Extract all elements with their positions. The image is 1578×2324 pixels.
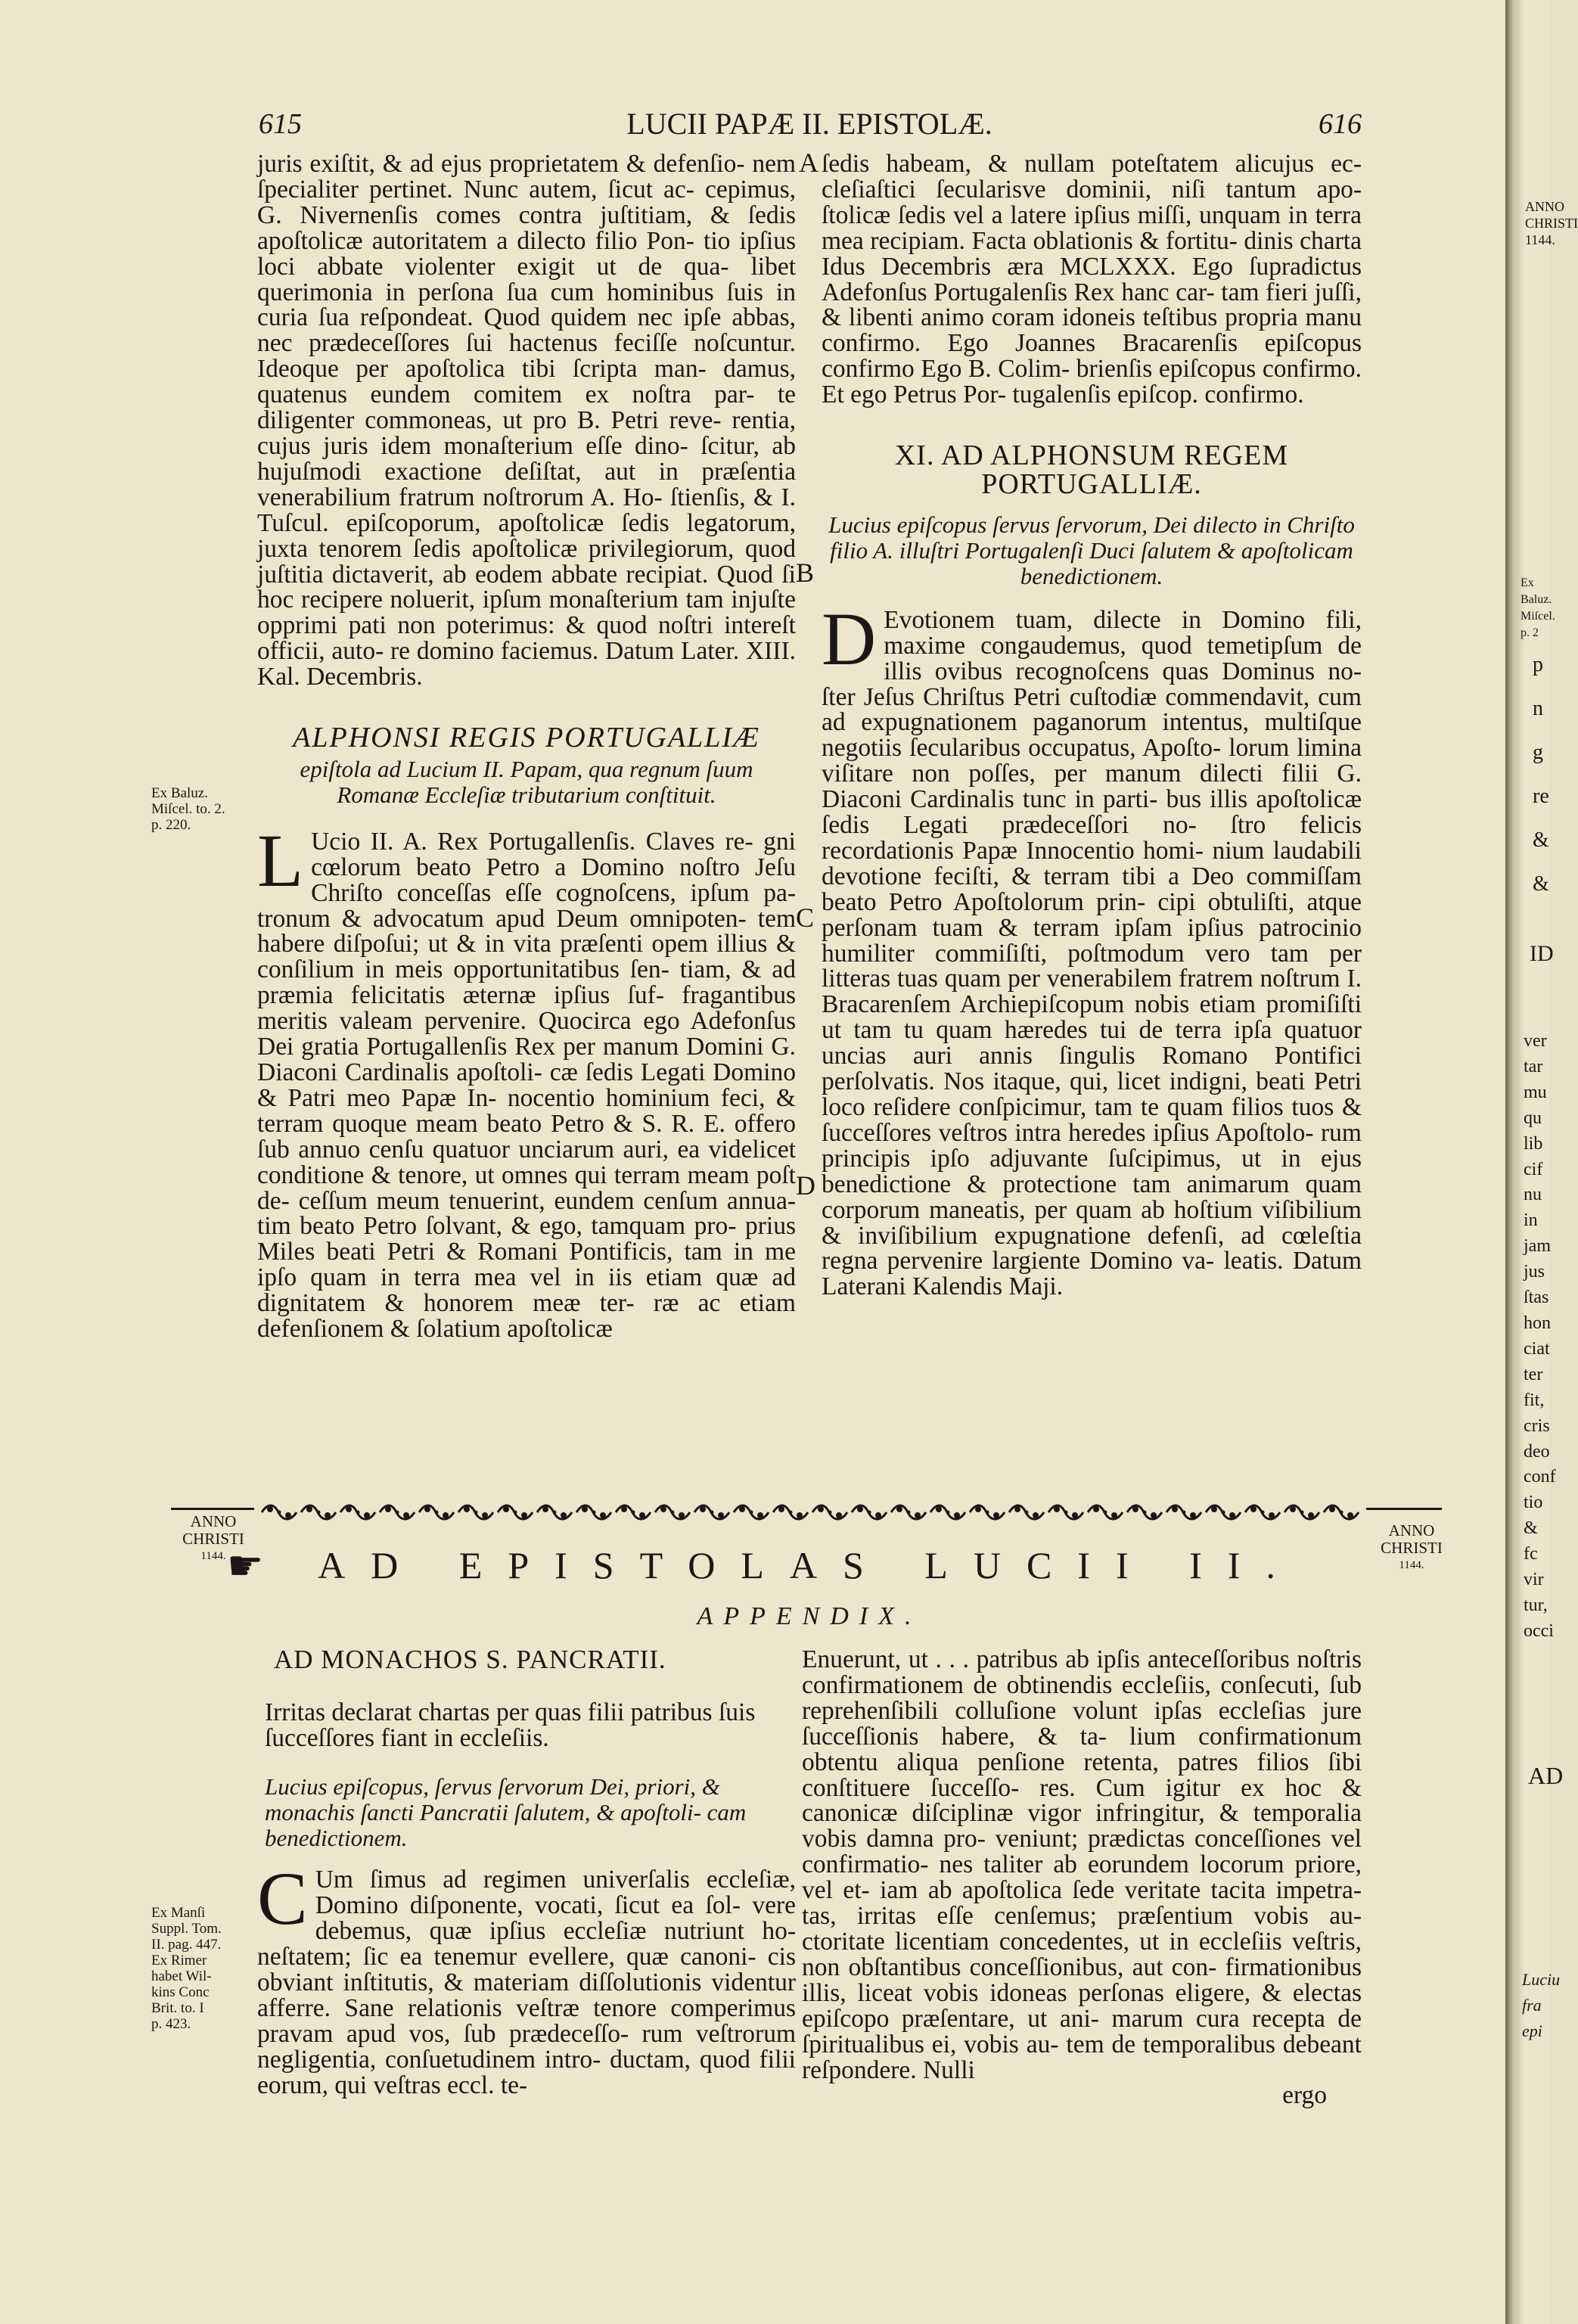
margin-note-mansi: Ex Manſi Suppl. Tom. II. pag. 447. Ex Rimer habet Wil- kins Conc Brit. to. I p. 423. (151, 1905, 222, 2032)
alphonsi-letter (257, 818, 796, 1344)
section-marker-d: D (796, 1170, 815, 1201)
section-heading: AD EPISTOLAS LUCII II. (318, 1544, 1301, 1586)
rule-left (171, 1508, 254, 1510)
letter-xi-heading-line1: XI. AD ALPHONSUM REGEM (894, 440, 1289, 472)
monachos-letter-text: Um ſimus ad regimen univerſalis eccleſiæ, Domino diſponente, vocati, ſicut ea ſol- vere debemus, quæ ipſius eccleſiæ nutriunt ho- neſtatem; ſic ea tenemur evellere, quæ canoni- cis obviant inſtitutis, & materiam diſſolutionis videntur afferre. Sane relationis veſtræ tenore comperimus pravam apud vos, ſub prædeceſſo- rum veſtrorum negligentia, conſuetudinem intro- ductam, quod filii eorum, qui veſtras eccl. te- (257, 1866, 796, 2099)
monachos-salutation: Lucius epiſcopus, ſervus ſervorum Dei, priori, & monachis ſancti Pancratii ſalutem, & apoſtoli- cam benedictionem. (265, 1773, 747, 1851)
anno-right: ANNO CHRISTI 1144. (1381, 1521, 1443, 1571)
alphonsi-subheading: epiſtola ad Lucium II. Papam, qua regnum ſuum Romanæ Eccleſiæ tributarium conſtituit. (300, 756, 753, 808)
left-column-upper (257, 151, 796, 1342)
dropcap-d: D (822, 596, 877, 681)
right-page-number: 616 (1319, 108, 1362, 140)
letter-xi-heading-line2: PORTUGALLIÆ. (981, 468, 1202, 501)
right-column-text: ſedis habeam, & nullam poteſtatem alicujus ec- cleſiaſtici ſecularisve dominii, niſi tantum apo- ſtolicæ ſedis vel a latere ipſius miſſi, unquam in terra mea recipiam. Facta oblationis & fortitu- dinis charta Idus Decembris æra MCLXXX. Ego ſupradictus Adefonſus Portugalenſis Rex hanc car- tam fieri juſſi, & libenti animo coram idoneis teſtibus propria manu confirmo. Ego Joannes Bracarenſis epiſcopus confirmo Ego B. Colim- brienſis epiſcopus confirmo. Et ego Petrus Por- tugalenſis epiſcop. confirmo. (822, 150, 1362, 409)
section-marker-b: B (796, 558, 815, 588)
appendix-left-column (257, 1647, 796, 2099)
letter-xi (822, 596, 1362, 1301)
appendix-heading: APPENDIX. (697, 1602, 922, 1630)
appendix-right-text: Enuerunt, ut . . . patribus ab ipſis anteceſſoribus noſtris confirmationem de obtinendis eccleſiis, conſecuti, ſub reprehenſibili colluſione volunt ipſas eccleſias jure ſucceſſionis habere, & ta- lium confirmationum obtentu aliqua penſione retenta, patres filios ſibi conſtituere ſucceſſo- res. Cum igitur ex hoc & canonicæ diſciplinæ vigor infringitur, & temporalia vobis damna pro- veniunt; prædictas conceſſiones vel confirmatio- nes taliter ab eorundem locorum priore, vel et- iam ab apoſtolica ſede veritate tacita impetra- tas, irritas eſſe cenſemus; præſentium vobis au- ctoritate licentiam concedentes, ut in eccleſiis veſtris, non obſtantibus conceſſionibus, aut con- firmationibus illis, liceat vobis idoneas perſonas eligere, & electas epiſcopo præſentare, ut ani- marum cura recepta de ſpiritualibus ei, vobis au- tem de temporalibus debeant reſpondere. Nulli (802, 1645, 1362, 2084)
neighbor-bottom: Luciu fra epi (1522, 1970, 1561, 2040)
catchword: ergo (1282, 2081, 1327, 2110)
monachos-summary: Irritas declarat chartas per quas filii patribus ſuis ſucceſſores fiant in eccleſiis. (265, 1698, 756, 1752)
alphonsi-heading: ALPHONSI REGIS PORTUGALLIÆ (293, 722, 760, 754)
neighbor-anno: ANNO CHRISTI 1144. (1525, 199, 1578, 247)
appendix-right-column (802, 1647, 1362, 2108)
neighbor-id: ID (1530, 941, 1554, 966)
neighbor-margin-note: Ex Baluz. Miſcel. p. 2 (1521, 576, 1555, 639)
monachos-letter (257, 1856, 796, 2099)
neighbor-ad: AD (1528, 1762, 1564, 1789)
book-gutter (1505, 0, 1578, 2324)
hand-pointer-icon: ☛ (227, 1543, 264, 1589)
right-column-upper (822, 151, 1362, 1300)
left-column-text: juris exiſtit, & ad ejus proprietatem & defenſio- nem ſpecialiter pertinet. Nunc autem, ſicut ac- cepimus, G. Nivernenſis comes contra juſtitiam, & ſedis apoſtolicæ autoritatem a dilecto filio Pon- tio ipſius loci abbate violenter exigit ut de qua- libet querimonia in perſona ſua cum hominibus ſuis in curia ſua reſpondeat. Quod quidem nec ipſe abbas, nec prædeceſſores ſui hactenus feciſſe noſcuntur. Ideoque per apoſtolica tibi ſcripta man- damus, quatenus eundem comitem ex noſtra par- te diligenter commoneas, ut pro B. Petri reve- rentia, cujus juris idem monaſterium eſſe dino- ſcitur, ab hujuſmodi exactione deſiſtat, aut in præſentia venerabilium fratrum noſtrorum A. Ho- ſtienſis, & I. Tuſcul. epiſcoporum, apoſtolicæ ſedis legatorum, juxta tenorem ſedis apoſtolicæ privilegiorum, quod juſtitia dictaverit, ab eodem abbate recipiat. Quod ſi hoc recipere noluerit, ipſum monaſterium tam injuſte opprimi pati non poterimus: & quod noſtri intereſt officii, auto- re domino faciemus. Datum Later. XIII. Kal. Decembris. (257, 150, 796, 691)
left-page-number: 615 (259, 108, 302, 140)
alphonsi-letter-text: Ucio II. A. Rex Portugallenſis. Claves re- gni cœlorum beato Petro a Domino noſtro Jeſu Chriſto conceſſas eſſe cognoſcens, ipſum pa- tronum & advocatum apud Deum omnipoten- tem habere diſpoſui; ut & in vita præſenti opem illius & conſilium in meis opportunitatibus ſen- tiam, & ad præmia felicitatis æternæ ipſius ſuf- fragantibus meritis valeam pervenire. Quocirca ego Adefonſus Dei gratia Portugallenſis Rex per manum Domini G. Diaconi Cardinalis apoſtoli- cæ ſedis Legati Domino & Patri meo Papæ In- nocentio hominium feci, & terram quoque meam beato Petro & S. R. E. offero ſub annuo cenſu quatuor unciarum auri, ea videlicet conditione & tenore, ut omnes qui terram meam poſt de- ceſſum meum tenuerint, eundem cenſum annua- tim beato Petro ſolvant, & ego, tamquam pro- prius Miles beati Petri & Romani Pontificis, tam in me ipſo quam in terra mea vel in iis etiam quæ ad dignitatem & honorem meæ ter- ræ ac etiam defenſionem & ſolatium apoſtolicæ (257, 827, 796, 1344)
rule-right (1366, 1508, 1442, 1510)
dropcap-c: C (257, 1856, 308, 1941)
monachos-heading: AD MONACHOS S. PANCRATII. (274, 1645, 666, 1674)
section-marker-a: A (799, 148, 819, 178)
neighbor-words: ver tar mu qu lib cif nu in jam jus ſtas hon ciat ter fit, cris deo conf tio & fc vir tur, occi (1524, 1031, 1556, 1641)
dropcap-l: L (257, 818, 304, 903)
margin-note-baluze: Ex Baluz. Miſcel. to. 2. p. 220. (151, 785, 225, 833)
running-title: LUCII PAPÆ II. EPISTOLÆ. (626, 107, 992, 141)
anno-left: ANNO CHRISTI 1144. (182, 1512, 244, 1562)
ornament-band (260, 1502, 1362, 1523)
neighbor-letters: p n g re & & (1533, 653, 1549, 896)
letter-xi-salutation: Lucius epiſcopus ſervus ſervorum, Dei dilecto in Chriſto filio A. illuſtri Portugalenſi Duci ſalutem & apoſtolicam benedictionem. (828, 511, 1355, 589)
letter-xi-text: Evotionem tuam, dilecte in Domino fili, maxime congaudemus, quod temetipſum de illis ovibus recognoſcens quas Dominus no- ſter Jeſus Chriſtus Petri cuſtodiæ commendavit, cum ad expugnationem paganorum intentus, multiſque negotiis ſecularibus occupatus, Apoſto- lorum limina viſitare non poſſes, per manum dilecti filii G. Diaconi Cardinalis tunc in parti- bus illis apoſtolicæ ſedis Legati prædeceſſori no- ſtro felicis recordationis Papæ Innocentio homi- nium laudabili devotione feciſti, & terram tibi a Deo commiſſam beato Petro Apoſtolorum prin- cipi obtuliſti, atque perſonam tuam & terram ipſam ipſius patrocinio humiliter commiſiſti, poſtmodum vero tam per litteras tuas quam per venerabilem fratrem noſtrum I. Bracarenſem Archiepiſcopum nobis etiam promiſiſti ut tam tu quam hæredes tui de terra ipſa quatuor uncias auri annis ſingulis Romano Pontifici perſolvatis. Nos itaque, qui, licet indigni, beati Petri loco reſidere conſpicimur, tam te quam filios tuos & ſucceſſores veſtros intra heredes ipſius Apoſtolo- rum principis ipſo adjuvante ſuſcipimus, ut in ejus benedictione & protectione tam animarum quam corporum maneatis, per quam ab hoſtium viſibilium & inviſibilium expugnatione defenſi, ad cœleſtia regna pervenire largiente Domino va- leatis. Datum Laterani Kalendis Maji. (822, 605, 1362, 1301)
section-marker-c: C (796, 903, 815, 933)
